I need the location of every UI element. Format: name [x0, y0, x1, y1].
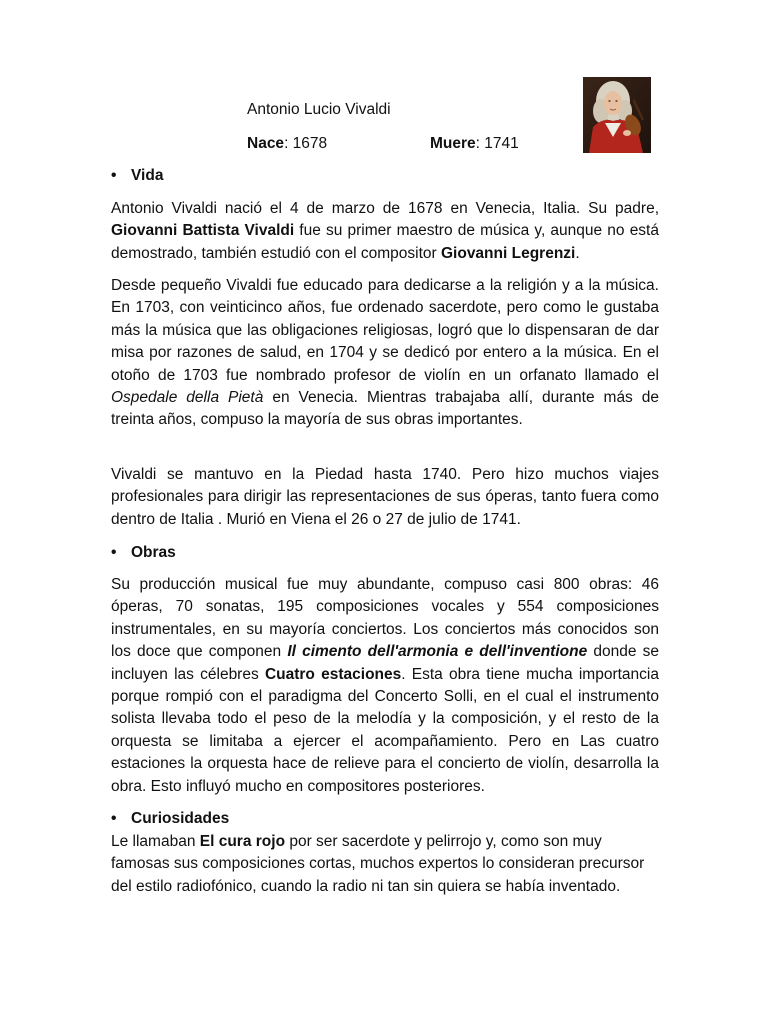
text-run: Su producción musical fue muy abundante, compuso casi 800 obras: 46 óperas, 70 sonatas, 195 composiciones vocales y 554 composiciones instrumentales, en su mayoría conciertos. Los conciertos más conocidos son los doce que componen [111, 576, 659, 661]
text-run: . Esta obra tiene mucha importancia porque rompió con el paradigma del Concerto Solli, en el cual el instrumento solista llevaba todo el peso de la melodía y la composición, y el resto de la orquesta se limitaba a ejercer el acompañamiento. Pero en Las cuatro estaciones la orquesta hace de relieve para el concierto de violín, desarrolla la obra. Esto influyó mucho en compositores posteriores. [111, 665, 659, 795]
heading-label: Vida [131, 167, 164, 184]
work-title: Il cimento dell'armonia e dell'inventione [287, 643, 588, 661]
nickname: El cura rojo [199, 833, 286, 850]
bullet-icon: • [111, 167, 117, 184]
birth-label: Nace [247, 135, 285, 152]
heading-label: Curiosidades [131, 810, 230, 827]
text-run: fue su primer maestro de música y, aunque no está demostrado, también estudió con el compositor [111, 222, 659, 262]
text-run: donde se incluyen las célebres [111, 643, 659, 683]
section-heading-curiosidades [111, 810, 229, 828]
document-title: Antonio Lucio Vivaldi [247, 101, 391, 118]
text-run: Le llamaban [111, 833, 200, 850]
bullet-icon: • [111, 810, 117, 827]
paragraph-vida-2 [111, 275, 659, 432]
text-run: en Venecia. Mientras trabajaba allí, durante más de treinta años, compuso la mayoría de sus obras importantes. [111, 389, 660, 429]
paragraph-curiosidades-1 [111, 831, 659, 898]
vivaldi-portrait-image [583, 77, 651, 153]
death-label: Muere [430, 135, 476, 152]
paragraph-obras-1 [111, 574, 659, 798]
text-run: . [575, 244, 580, 262]
heading-label: Obras [131, 544, 176, 561]
birth-value: : 1678 [284, 135, 328, 152]
bullet-icon: • [111, 544, 117, 561]
text-run: Desde pequeño Vivaldi fue educado para dedicarse a la religión y a la música. En 1703, con veinticinco años, fue ordenado sacerdote, pero como le gustaba más la música que las obligaciones religiosas, logró que lo dispensaran de dar misa por razones de salud, en 1704 y se dedicó por entero a la música. En el otoño de 1703 fue nombrado profesor de violín en un orfanato llamado el [111, 277, 659, 384]
paragraph-vida-3: Vivaldi se mantuvo en la Piedad hasta 1740. Pero hizo muchos viajes profesionales para dirigir las representaciones de sus óperas, tanto fuera como dentro de Italia . Murió en Viena el 26 o 27 de julio de 1741. [111, 466, 659, 528]
text-run: por ser sacerdote y pelirrojo y, como son muy famosas sus composiciones cortas, muchos expertos lo consideran precursor del estilo radiofónico, cuando la radio ni tan sin quiera se había inventado. [111, 833, 645, 895]
birth-year [247, 135, 327, 153]
work-title: Cuatro estaciones [264, 665, 402, 683]
section-heading-vida [111, 167, 163, 185]
death-value: : 1741 [475, 135, 519, 152]
text-run: Antonio Vivaldi nació el 4 de marzo de 1678 en Venecia, Italia. Su padre, [111, 200, 659, 217]
section-heading-obras [111, 544, 176, 562]
teacher-name: Giovanni Legrenzi [440, 244, 576, 262]
orphanage-name: Ospedale della Pietà [111, 389, 264, 407]
death-year [430, 135, 519, 153]
father-name: Giovanni Battista Vivaldi [111, 222, 295, 240]
paragraph-vida-1 [111, 198, 659, 265]
